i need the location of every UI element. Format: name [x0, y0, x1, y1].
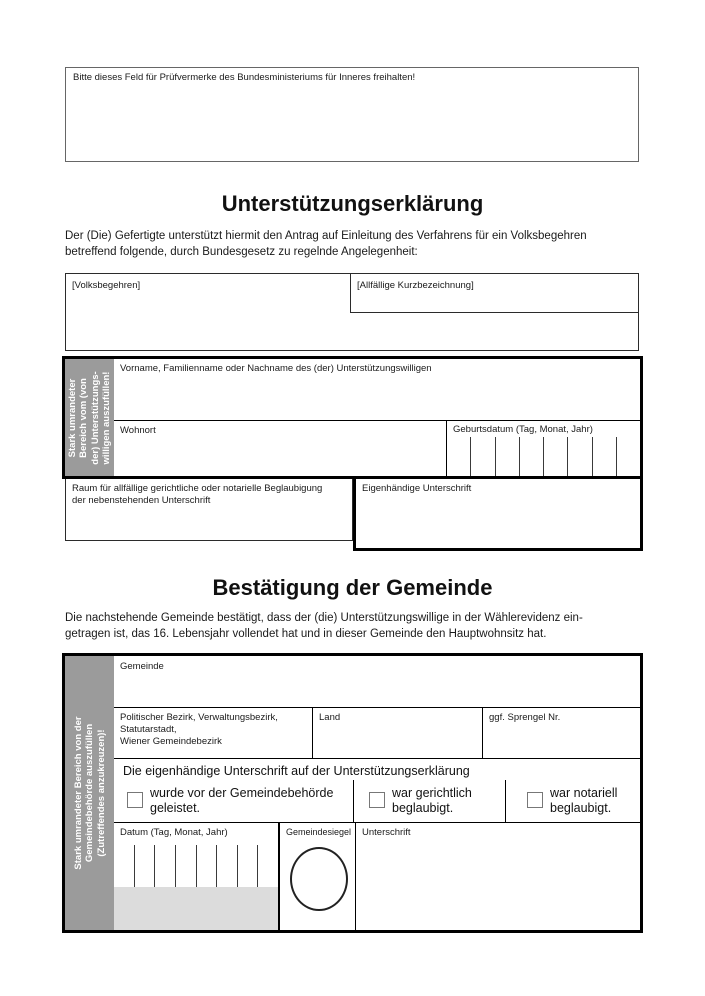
seal-circle: [290, 847, 348, 911]
date-digit-cell[interactable]: [593, 437, 617, 476]
gemeinde-label: Gemeinde: [120, 661, 164, 672]
beglaubigung-field[interactable]: [65, 479, 353, 541]
geburtsdatum-field[interactable]: [446, 421, 640, 476]
date-digit-cell[interactable]: [544, 437, 568, 476]
datum-field[interactable]: [114, 823, 278, 930]
datum-label: Datum (Tag, Monat, Jahr): [120, 827, 228, 838]
date-digit-cell[interactable]: [496, 437, 520, 476]
kurzbezeichnung-field[interactable]: [350, 274, 638, 313]
gemeinde-block: [62, 653, 643, 933]
section2-title: Bestätigung der Gemeinde: [212, 575, 493, 600]
option-notariell-label: war notariell beglaubigt.: [550, 786, 618, 815]
pruefvermerke-box[interactable]: [65, 67, 639, 162]
unterschrift-field[interactable]: [355, 823, 640, 930]
section2-intro: Die nachstehende Gemeinde bestätigt, dass der (die) Unterstützungswillige in der Wählerevidenz ein- getragen ist, das 16. Lebensjahr vollendet hat und in dieser Gemeinde den Hauptwohnsitz hat.: [65, 612, 583, 641]
bezirk-field[interactable]: [114, 708, 312, 758]
beglaubigung-options-row: [114, 758, 640, 822]
pruefvermerke-note: Bitte dieses Feld für Prüfvermerke des Bundesministeriums für Inneres freihalten!: [73, 72, 416, 83]
name-label: Vorname, Familienname oder Nachname des (der) Unterstützungswilligen: [120, 363, 432, 374]
date-digit-cell[interactable]: [617, 437, 640, 476]
gemeindesiegel-area: [278, 823, 357, 930]
date-digit-cell[interactable]: [176, 845, 197, 887]
date-digit-cell[interactable]: [520, 437, 544, 476]
geburtsdatum-label: Geburtsdatum (Tag, Monat, Jahr): [453, 424, 593, 435]
wohnort-label: Wohnort: [120, 425, 156, 436]
date-digit-cell[interactable]: [447, 437, 471, 476]
datum-siegel-row: [114, 822, 640, 930]
wohnort-field[interactable]: [114, 420, 640, 476]
geburtsdatum-comb[interactable]: [447, 437, 640, 476]
option-gemeindebehoerde-label: wurde vor der Gemeindebehörde geleistet.: [150, 786, 334, 815]
option-gerichtlich: [353, 780, 505, 822]
land-label: Land: [319, 712, 341, 723]
gemeinde-field[interactable]: [114, 656, 640, 707]
date-digit-cell[interactable]: [238, 845, 259, 887]
gemeinde-sidebar-text: Stark umrandeter Bereich von der Gemeindebehörde auszufüllen (Zutreffendes anzukreuzen)!: [72, 716, 107, 870]
sprengel-label: ggf. Sprengel Nr.: [489, 712, 561, 723]
date-digit-cell[interactable]: [197, 845, 218, 887]
gemeinde-sidebar: [65, 656, 114, 930]
option-gemeindebehoerde: [114, 780, 353, 822]
date-digit-cell[interactable]: [114, 845, 135, 887]
option-gerichtlich-label: war gerichtlich beglaubigt.: [392, 786, 472, 815]
name-field[interactable]: [114, 359, 640, 420]
checkbox-gemeindebehoerde[interactable]: [127, 792, 143, 808]
supporter-block: [62, 356, 643, 479]
datum-comb[interactable]: [114, 845, 278, 887]
eigenhaendige-unterschrift-field[interactable]: [353, 476, 643, 551]
checkbox-notariell[interactable]: [527, 792, 543, 808]
kurzbezeichnung-label: [Allfällige Kurzbezeichnung]: [357, 280, 474, 291]
section1-title: Unterstützungserklärung: [221, 191, 484, 216]
supporter-sidebar-text: Stark umrandeter Bereich vom (von der) Unterstützungs- willigen auszufüllen!: [66, 370, 112, 465]
date-digit-cell[interactable]: [258, 845, 278, 887]
volksbegehren-label: [Volksbegehren]: [72, 280, 141, 291]
date-digit-cell[interactable]: [568, 437, 592, 476]
beglaubigung-label: Raum für allfällige gerichtliche oder notarielle Beglaubigung der nebenstehenden Unterschrift: [72, 483, 323, 506]
gemeindesiegel-label: Gemeindesiegel: [285, 827, 352, 837]
eigenhaendige-unterschrift-label: Eigenhändige Unterschrift: [362, 483, 472, 494]
bezirk-label: Politischer Bezirk, Verwaltungsbezirk, Statutarstadt, Wiener Gemeindebezirk: [120, 712, 278, 747]
checkbox-gerichtlich[interactable]: [369, 792, 385, 808]
land-field[interactable]: [312, 708, 482, 758]
date-digit-cell[interactable]: [155, 845, 176, 887]
option-notariell: [505, 780, 640, 822]
volksbegehren-field[interactable]: [65, 273, 639, 351]
section1-intro: Der (Die) Gefertigte unterstützt hiermit den Antrag auf Einleitung des Verfahrens für ein Volksbegehren betreffend folgende, durch Bundesgesetz zu regelnde Angelegenheit:: [65, 230, 587, 259]
bezirk-row: [114, 707, 640, 758]
beglaubigung-options-heading: Die eigenhändige Unterschrift auf der Unterstützungserklärung: [123, 764, 470, 778]
beglaubigung-options: [114, 780, 640, 822]
unterschrift-label: Unterschrift: [362, 827, 411, 838]
date-digit-cell[interactable]: [135, 845, 156, 887]
datum-shaded-area: [114, 887, 278, 930]
supporter-sidebar: [65, 359, 114, 476]
sprengel-field[interactable]: [482, 708, 640, 758]
date-digit-cell[interactable]: [217, 845, 238, 887]
date-digit-cell[interactable]: [471, 437, 495, 476]
